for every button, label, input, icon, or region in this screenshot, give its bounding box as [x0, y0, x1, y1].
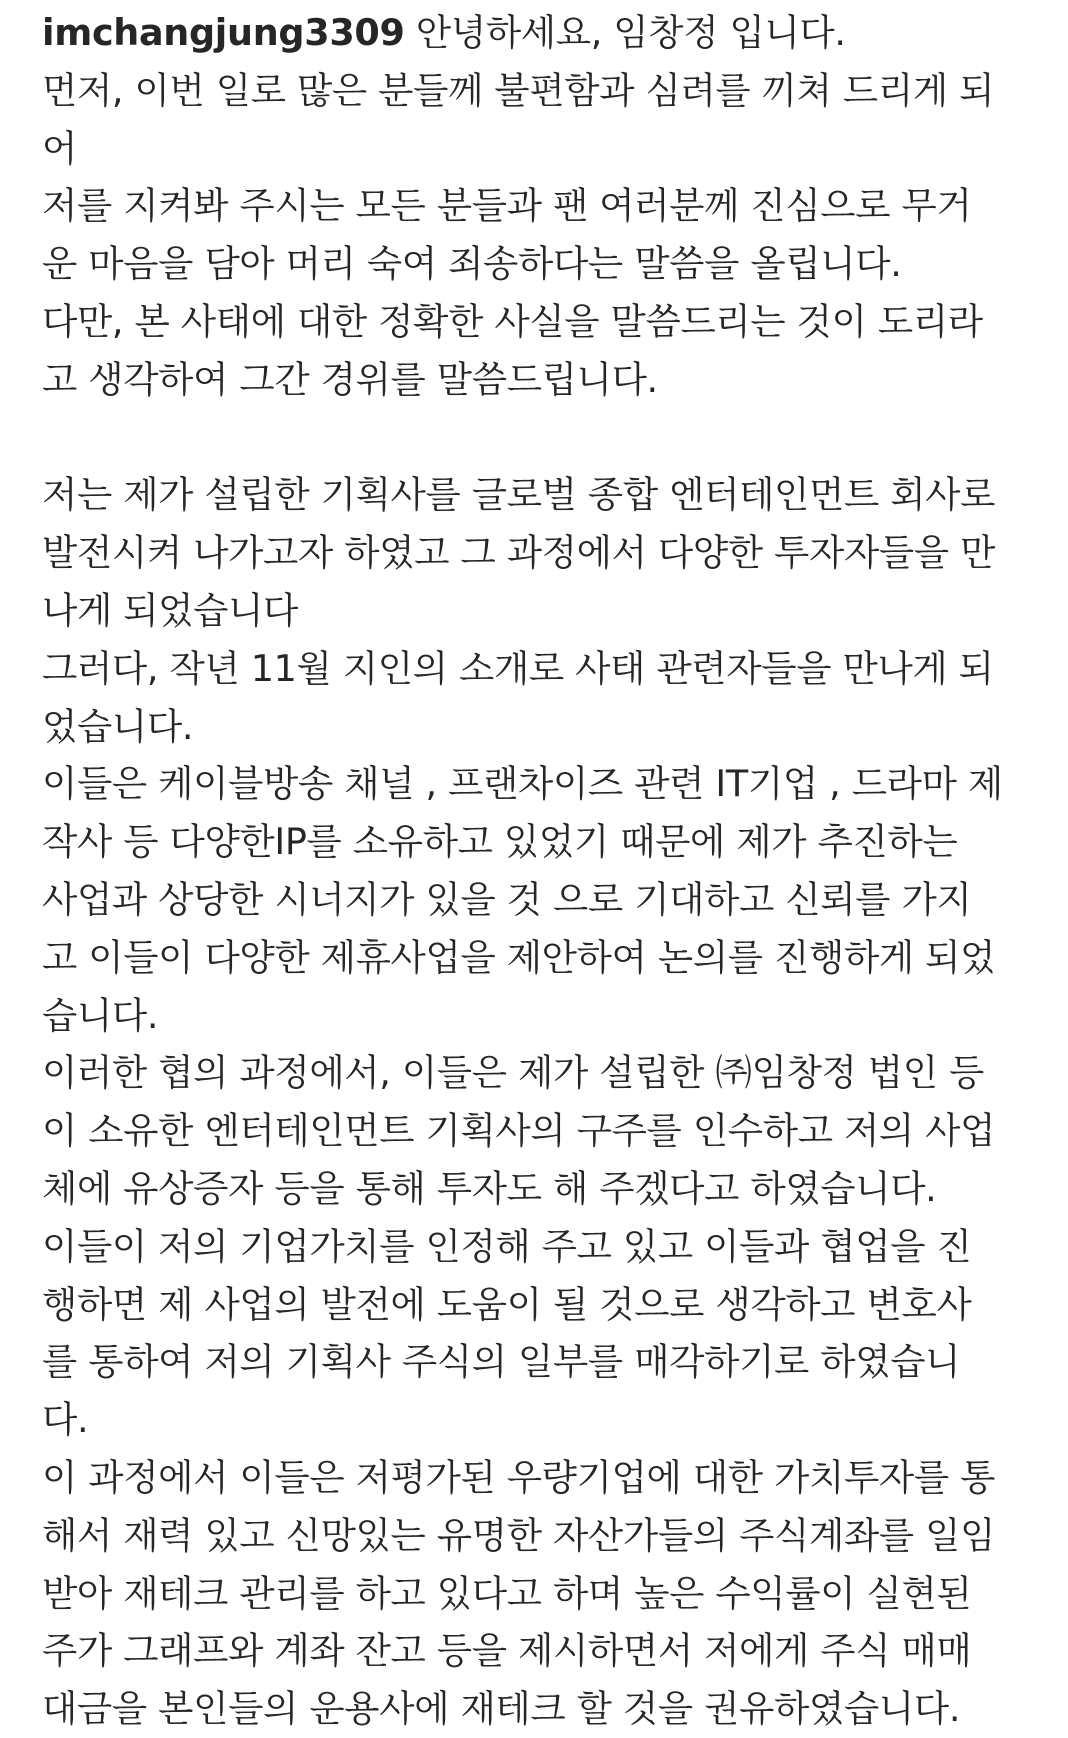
caption-line: 습니다. [42, 993, 159, 1037]
caption-line: 었습니다. [42, 704, 194, 748]
caption-line: 다만, 본 사태에 대한 정확한 사실을 말씀드리는 것이 도리라 [42, 299, 983, 343]
caption-greeting: 안녕하세요, 임창정 입니다. [404, 11, 846, 54]
caption-line: 를 통하여 저의 기획사 주식의 일부를 매각하기로 하였습니 [42, 1340, 961, 1384]
caption-line: 그러다, 작년 11월 지인의 소개로 사태 관련자들을 만나게 되 [42, 646, 994, 690]
caption-line: 받아 재테크 관리를 하고 있다고 하며 높은 수익률이 실현된 [42, 1571, 972, 1615]
caption-line: 주가 그래프와 계좌 잔고 등을 제시하면서 저에게 주식 매매 [42, 1629, 972, 1673]
caption-line: 발전시켜 나가고자 하였고 그 과정에서 다양한 투자자들을 만 [42, 531, 996, 575]
caption-line: 먼저, 이번 일로 많은 분들께 불편함과 심려를 끼쳐 드리게 되 [42, 68, 995, 112]
caption-line: 대금을 본인들의 운용사에 재테크 할 것을 권유하였습니다. [42, 1687, 961, 1731]
caption-line: 이 소유한 엔터테인먼트 기획사의 구주를 인수하고 저의 사업 [42, 1109, 996, 1153]
caption-line: 체에 유상증자 등을 통해 투자도 해 주겠다고 하였습니다. [42, 1166, 937, 1210]
caption-body [42, 62, 1030, 1738]
caption-line: 이들은 케이블방송 채널 , 프랜차이즈 관련 IT기업 , 드라마 제 [42, 762, 1003, 806]
caption-line: 이 과정에서 이들은 저평가된 우량기업에 대한 가치투자를 통 [42, 1455, 996, 1499]
caption-line: 이러한 협의 과정에서, 이들은 제가 설립한 ㈜임창정 법인 등 [42, 1051, 984, 1095]
caption-line: 어 [42, 126, 77, 170]
caption-line: 사업과 상당한 시너지가 있을 것 으로 기대하고 신뢰를 가지 [42, 877, 972, 921]
caption-line: 이들이 저의 기업가치를 인정해 주고 있고 이들과 협업을 진 [42, 1224, 972, 1268]
caption-line: 고 이들이 다양한 제휴사업을 제안하여 논의를 진행하게 되었 [42, 935, 996, 979]
caption-first-line [42, 4, 1030, 62]
caption-line: 나게 되었습니다 [42, 588, 299, 632]
caption-blank-line [42, 409, 1030, 467]
caption-line: 저를 지켜봐 주시는 모든 분들과 팬 여러분께 진심으로 무거 [42, 184, 972, 228]
caption-line: 해서 재력 있고 신망있는 유명한 자산가들의 주식계좌를 일임 [42, 1513, 996, 1557]
caption-line: 운 마음을 담아 머리 숙여 죄송하다는 말씀을 올립니다. [42, 242, 902, 286]
caption-line: 저는 제가 설립한 기획사를 글로벌 종합 엔터테인먼트 회사로 [42, 473, 996, 517]
caption-line: 다. [42, 1398, 89, 1442]
username-link[interactable]: imchangjung3309 [42, 11, 405, 54]
caption-line: 고 생각하여 그간 경위를 말씀드립니다. [42, 357, 658, 401]
caption-line: 작사 등 다양한IP를 소유하고 있었기 때문에 제가 추진하는 [42, 820, 958, 864]
caption-line: 행하면 제 사업의 발전에 도움이 될 것으로 생각하고 변호사 [42, 1282, 972, 1326]
